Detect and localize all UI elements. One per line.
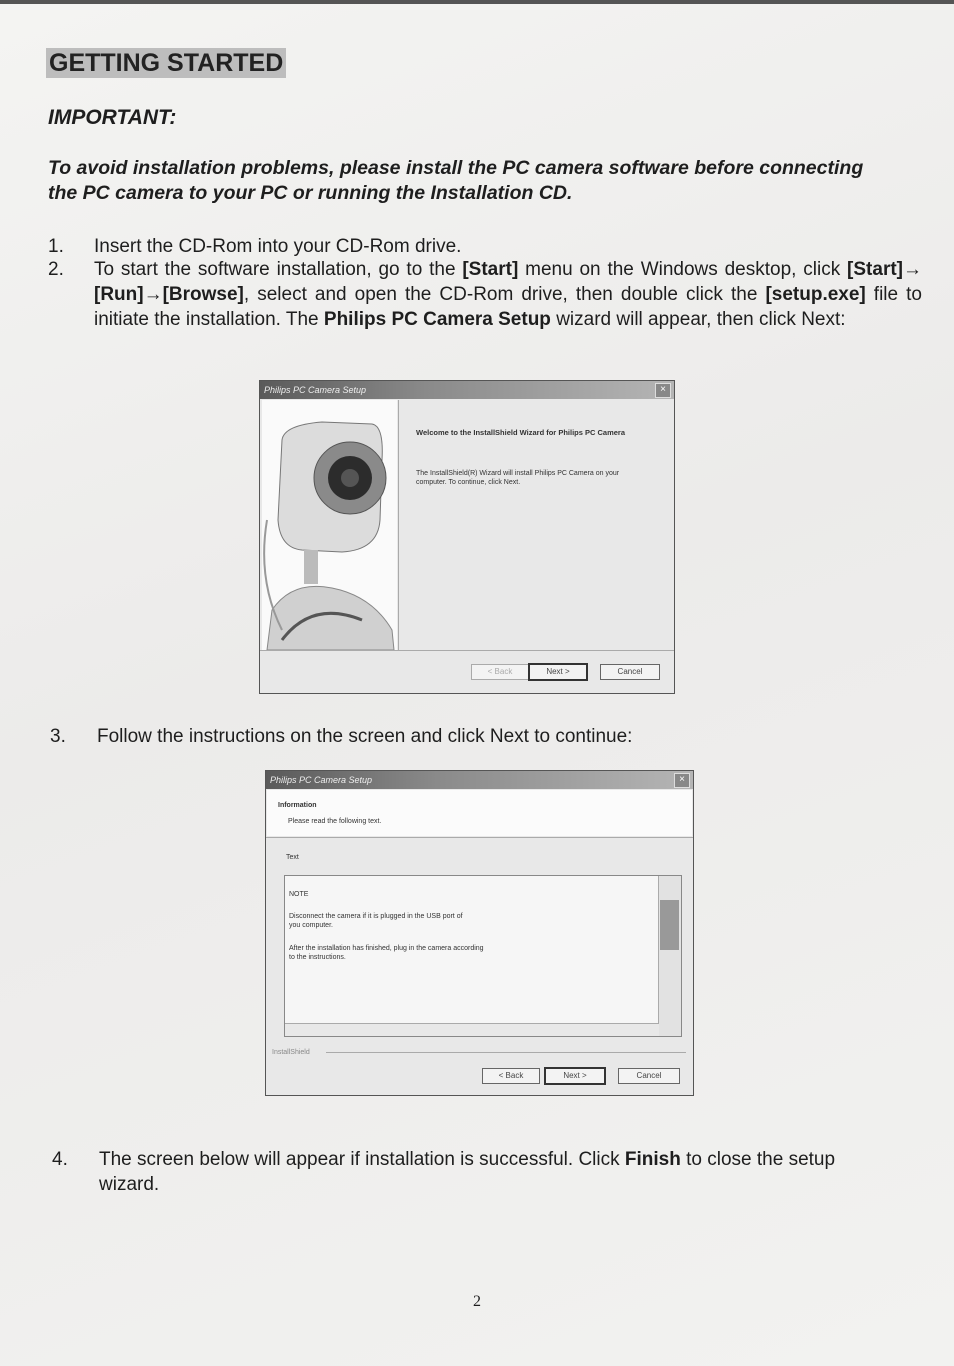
note-line-1: Disconnect the camera if it is plugged in the USB port of you computer.	[289, 913, 463, 929]
page-number: 2	[473, 1293, 481, 1310]
step-text: Insert the CD-Rom into your CD-Rom drive.	[94, 236, 462, 257]
step-number: 1.	[48, 236, 64, 257]
close-icon: ×	[674, 773, 690, 788]
step-3	[50, 724, 920, 749]
footer-separator	[260, 650, 674, 651]
finish-ref: Finish	[624, 1149, 681, 1170]
step-text	[94, 257, 922, 332]
step-number: 2.	[48, 259, 64, 280]
cancel-button[interactable]: Cancel	[600, 664, 660, 680]
back-button[interactable]: < Back	[471, 664, 529, 680]
back-button[interactable]: < Back	[482, 1068, 540, 1084]
section-heading: GETTING STARTED	[46, 48, 286, 78]
note-label: NOTE	[289, 891, 309, 898]
next-button[interactable]: Next >	[528, 663, 588, 681]
panel-divider	[398, 400, 399, 650]
footer-separator	[326, 1052, 686, 1053]
step-1	[48, 234, 928, 259]
text-group-label: Text	[286, 854, 299, 861]
text-box[interactable]	[284, 875, 682, 1037]
important-label: IMPORTANT:	[48, 106, 177, 129]
horizontal-scrollbar[interactable]	[285, 1023, 659, 1036]
note-line-2: After the installation has finished, plug in the camera according to the instructions.	[289, 945, 484, 961]
webcam-illustration	[262, 400, 397, 650]
step-number: 4.	[52, 1149, 68, 1170]
information-dialog-screenshot	[265, 770, 694, 1096]
step-text-part: menu on the Windows desktop, click	[518, 259, 848, 280]
welcome-dialog-screenshot	[259, 380, 675, 694]
vertical-scrollbar[interactable]	[658, 876, 681, 1036]
dialog-header-band	[267, 790, 692, 836]
camera-image-panel	[262, 400, 397, 650]
setup-wizard-ref: Philips PC Camera Setup	[323, 309, 551, 330]
step-2	[48, 257, 928, 357]
scrollbar-thumb[interactable]	[660, 900, 679, 950]
step-text-part: , select and open the CD-Rom drive, then double click the	[243, 284, 766, 305]
info-subheader: Please read the following text.	[288, 818, 382, 825]
welcome-body: The InstallShield(R) Wizard will install Philips PC Camera on your computer. To continue, click Next.	[416, 470, 620, 486]
step-text-part: To start the software installation, go to the	[94, 259, 463, 280]
step-text	[99, 1147, 889, 1197]
dialog-titlebar: Philips PC Camera Setup	[266, 771, 693, 789]
step-text-part: file to initiate the installation. The	[94, 284, 922, 330]
step-text-part: The screen below will appear if installation is successful. Click	[99, 1149, 625, 1170]
next-button[interactable]: Next >	[544, 1067, 606, 1085]
header-separator	[266, 837, 693, 838]
warning-text: To avoid installation problems, please install the PC camera software before connecting the PC camera to your PC or running the Installation CD.	[48, 157, 864, 204]
cancel-button[interactable]: Cancel	[618, 1068, 680, 1084]
start-menu-ref: [Start]	[462, 259, 519, 280]
info-header: Information	[278, 802, 317, 809]
welcome-heading: Welcome to the InstallShield Wizard for Philips PC Camera	[416, 428, 626, 437]
dialog-titlebar: Philips PC Camera Setup	[260, 381, 674, 399]
top-edge	[0, 0, 954, 4]
step-number: 3.	[50, 726, 66, 747]
step-4	[52, 1147, 922, 1199]
step-text-part: to close the setup wizard.	[99, 1149, 836, 1195]
setup-exe-ref: [setup.exe]	[765, 284, 866, 305]
step-text-part: wizard will appear, then click Next:	[550, 309, 846, 330]
close-icon: ×	[655, 383, 671, 398]
step-text: Follow the instructions on the screen and click Next to continue:	[97, 726, 633, 747]
installshield-label: InstallShield	[272, 1049, 310, 1056]
run-browse-ref: [Start]→ [Run]→[Browse]	[94, 259, 922, 305]
